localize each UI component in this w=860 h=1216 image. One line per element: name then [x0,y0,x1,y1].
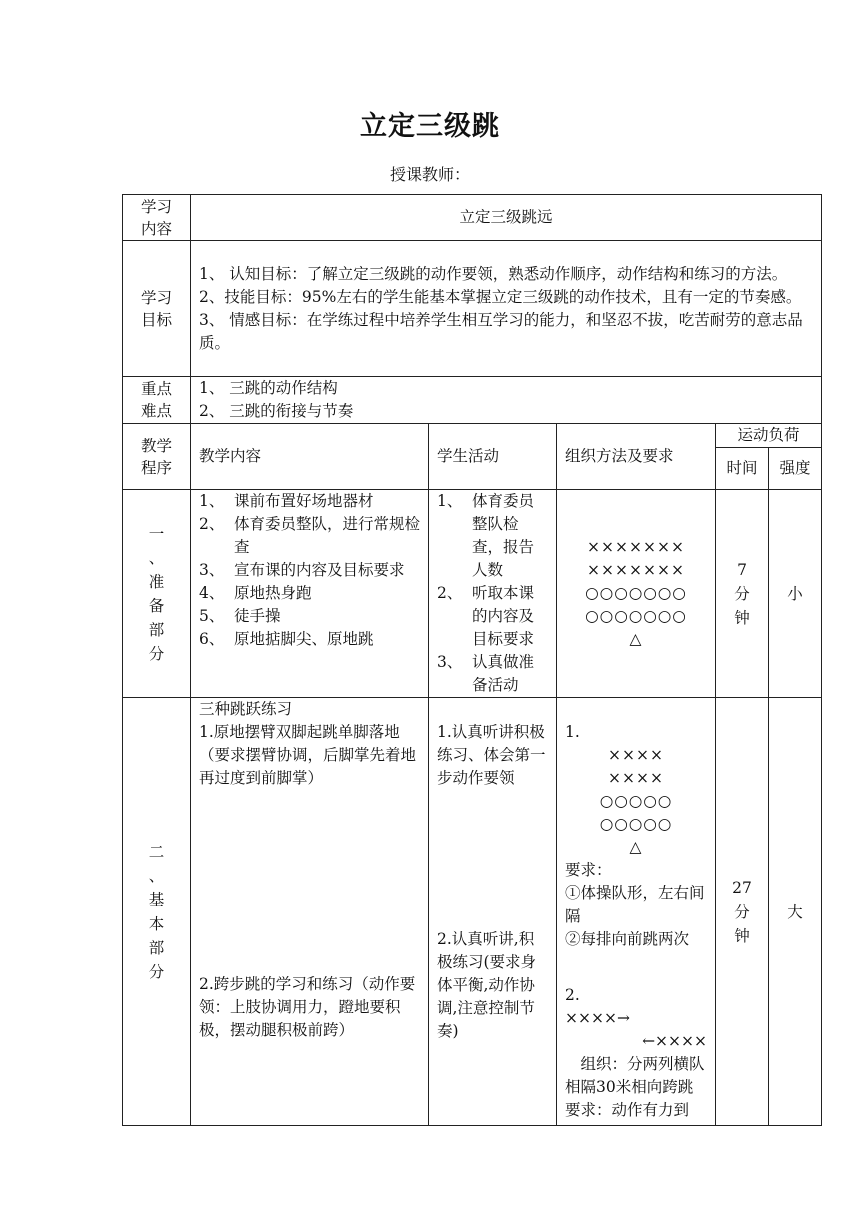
activity-item: 1.认真听讲积极练习、体会第一步动作要领 [437,723,546,787]
preparation-activity [429,490,557,698]
basic-method: 1. ×××× ×××× ○○○○○ ○○○○○ △ 要求： ①体操队形，左右间隔 ②每排向前跳两次 2. ××××→ ←×××× 组织：分两列横队相隔30米相向跨跳 要求：动作有力到 [557,698,716,1126]
section-label-basic: 二 、 基 本 部 分 [123,698,191,1126]
row-preparation [123,490,822,698]
objective-item: 2、技能目标：95%左右的学生能基本掌握立定三级跳的动作技术，且有一定的节奏感。 [199,287,802,306]
list-item: 2、 体育委员整队，进行常规检查 [199,515,421,556]
key-point-item: 1、 三跳的动作结构 [199,379,338,397]
header-time: 时间 [716,448,769,490]
row-learning-objectives [123,241,822,377]
header-load: 运动负荷 [716,424,822,448]
teacher-label: 授课教师： [389,165,470,184]
header-activity: 学生活动 [429,424,557,490]
basic-time: 27 分 钟 [716,698,769,1126]
section-label-preparation: 一 、 准 备 部 分 [123,490,191,698]
row-basic [123,698,822,1126]
key-points-list [191,377,822,424]
preparation-intensity: 小 [769,490,822,698]
list-item: 1、 体育委员整队检查，报告人数 [437,492,535,579]
label-learning-objectives: 学习 目标 [123,241,191,377]
preparation-content [191,490,429,698]
list-item: 1、 课前布置好场地器材 [199,492,374,510]
document-title: 立定三级跳 [360,111,500,142]
preparation-formation: ××××××× ××××××× ○○○○○○○ ○○○○○○○ △ [557,490,716,698]
label-learning-content: 学习 内容 [123,195,191,241]
row-learning-content [123,195,822,241]
header-row [123,424,822,448]
list-item: 5、 徒手操 [199,607,281,625]
header-method: 组织方法及要求 [557,424,716,490]
list-item: 3、 宣布课的内容及目标要求 [199,561,405,579]
list-item: 6、 原地掂脚尖、原地跳 [199,630,374,648]
objective-item: 1、 认知目标：了解立定三级跳的动作要领，熟悉动作顺序，动作结构和练习的方法。 [199,264,788,283]
content-heading: 三种跳跃练习 [199,700,293,718]
header-intensity: 强度 [769,448,822,490]
basic-content [191,698,429,1126]
preparation-time: 7 分 钟 [716,490,769,698]
row-key-points [123,377,822,424]
objective-item: 3、 情感目标：在学练过程中培养学生相互学习的能力，和坚忍不拔，吃苦耐劳的意志品质。 [199,310,803,352]
learning-objectives-list [191,241,822,377]
label-key-points: 重点 难点 [123,377,191,424]
key-point-item: 2、 三跳的衔接与节奏 [199,402,354,420]
list-item: 3、 认真做准备活动 [437,653,535,694]
content-item: 2.跨步跳的学习和练习（动作要领：上肢协调用力，蹬地要积极，摆动腿积极前跨） [199,975,416,1039]
content-item: 1.原地摆臂双脚起跳单脚落地（要求摆臂协调，后脚掌先着地再过度到前脚掌） [199,723,417,787]
lesson-plan-table [122,194,822,1126]
basic-intensity: 大 [769,698,822,1126]
activity-item: 2.认真听讲,积极练习(要求身体平衡,动作协调,注意控制节奏) [437,930,537,1040]
list-item: 2、 听取本课的内容及目标要求 [437,584,535,648]
list-item: 4、 原地热身跑 [199,584,312,602]
header-procedure: 教学 程序 [123,424,191,490]
learning-content-value: 立定三级跳远 [191,195,822,241]
header-content: 教学内容 [191,424,429,490]
basic-activity [429,698,557,1126]
